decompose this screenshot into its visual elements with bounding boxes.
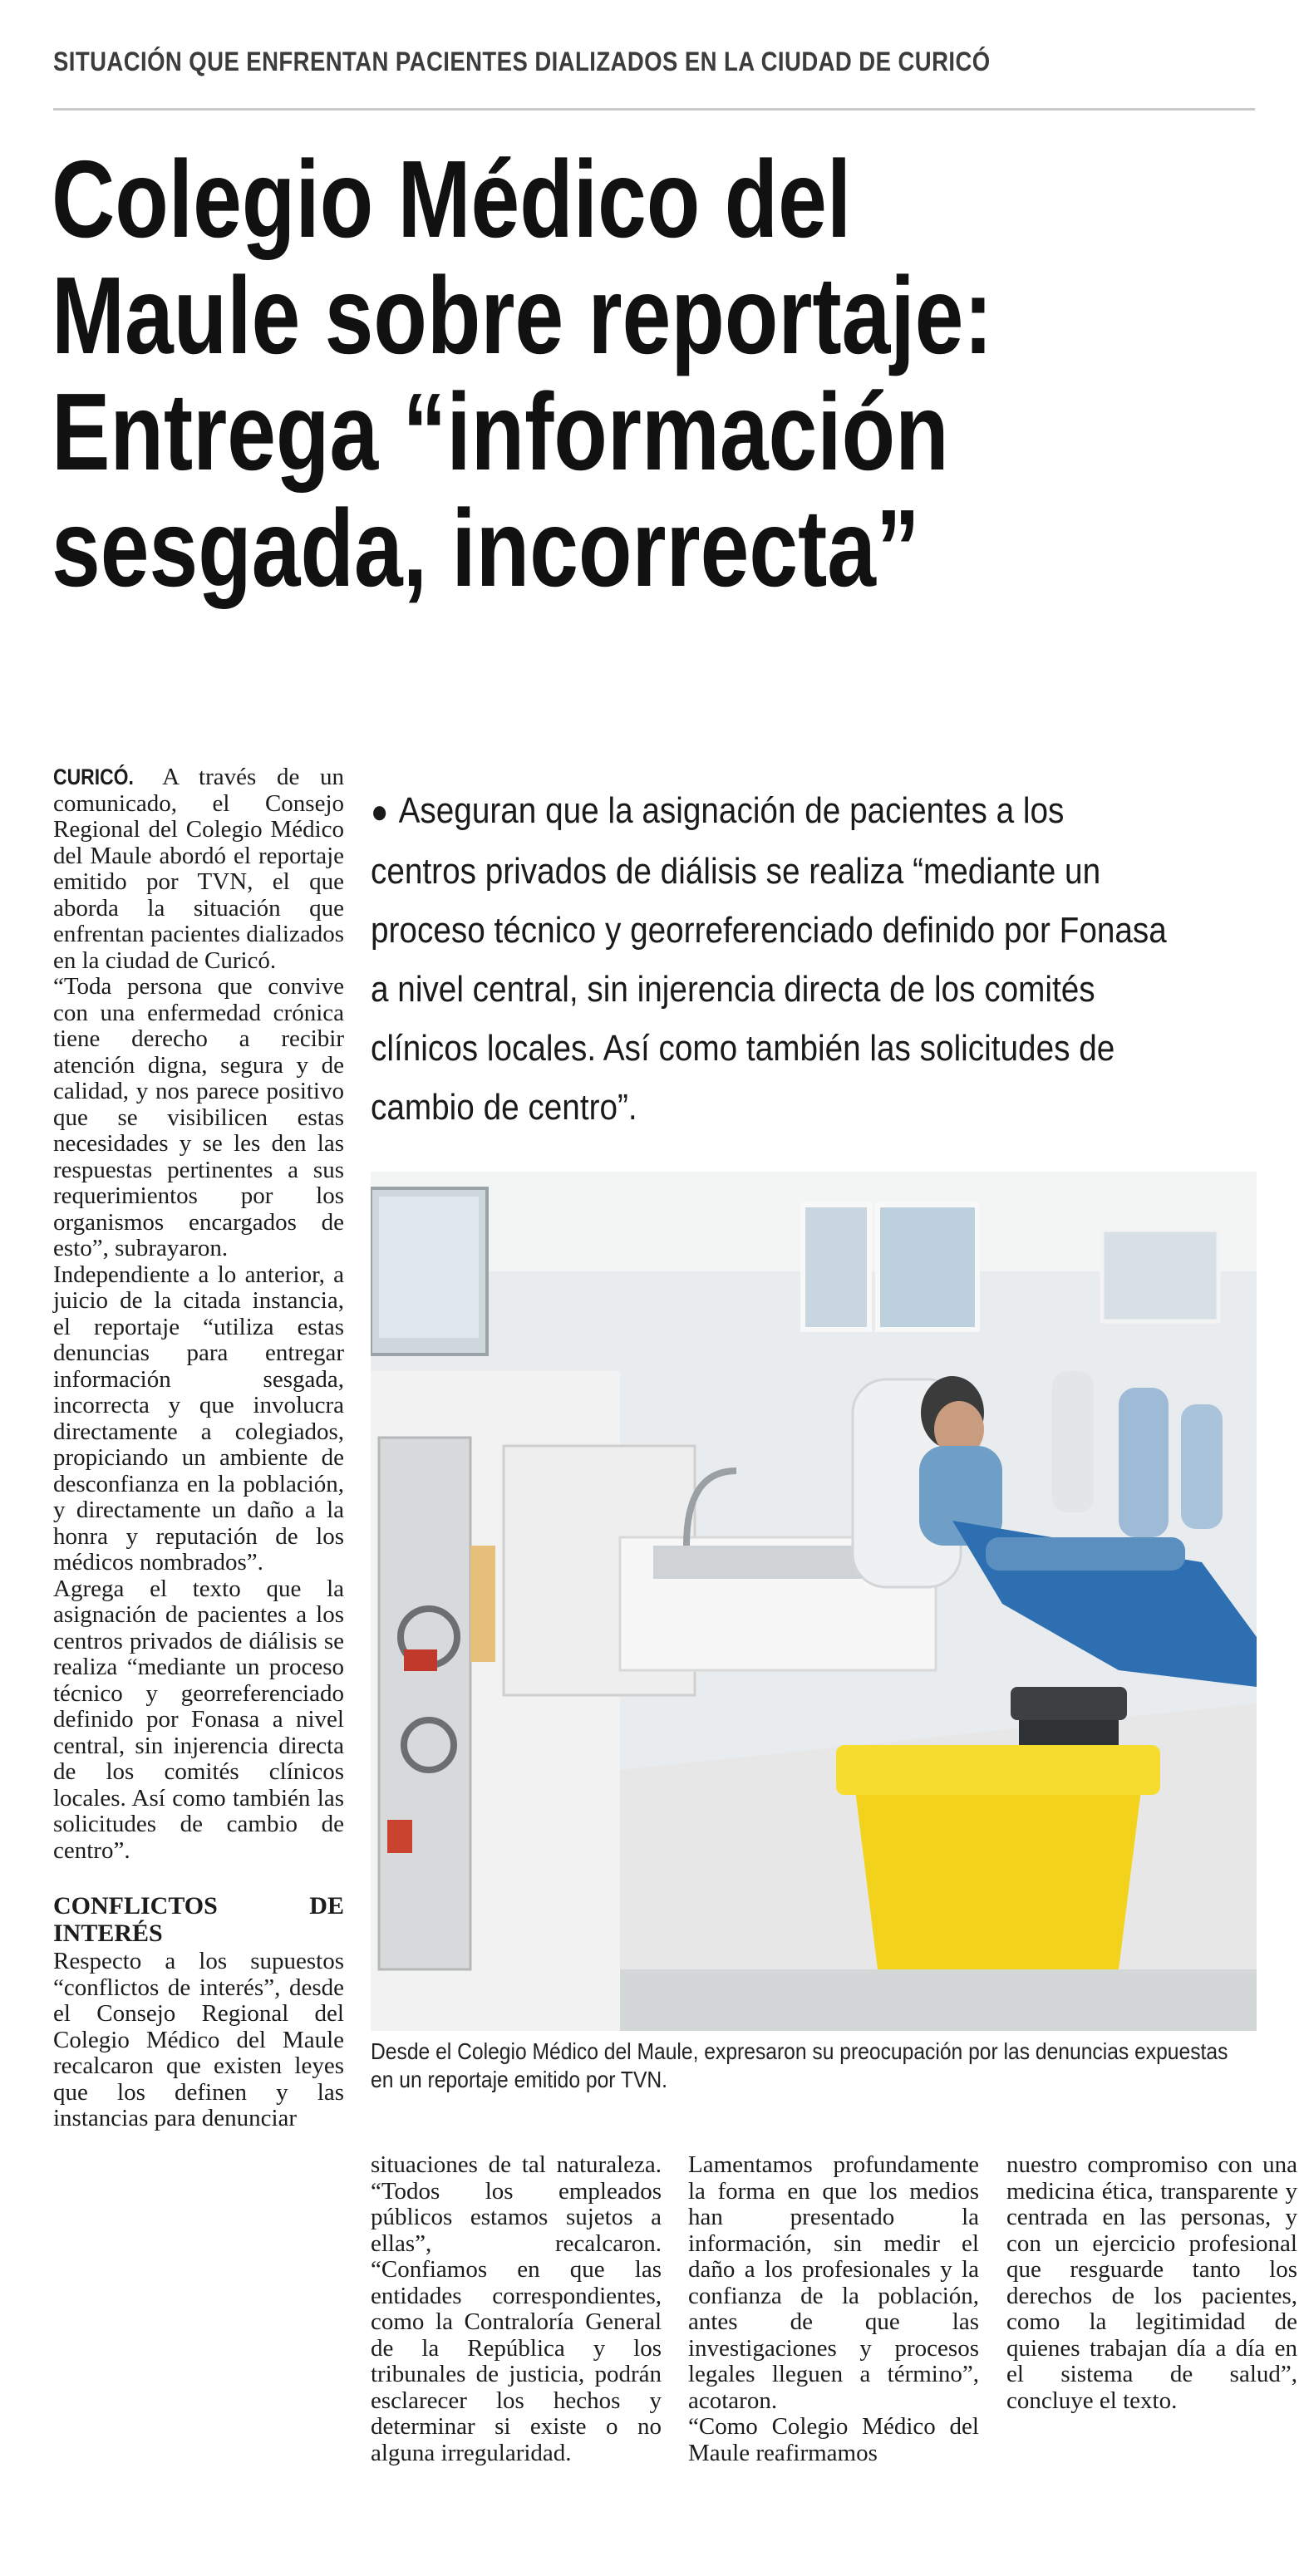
article-column-3	[688, 2152, 979, 2466]
bullet-icon: ●	[371, 794, 389, 830]
article-paragraph: Lamentamos profundamente la forma en que los medios han presentado la información, sin medir el daño a los profesionales y la confianza de la población, antes de que las investigaciones y procesos legales lleguen a término”, acotaron.	[688, 2151, 979, 2414]
headline-line-2: Maule sobre reportaje:	[52, 254, 993, 376]
headline	[52, 138, 1182, 609]
dateline: CURICÓ.	[53, 764, 134, 789]
dialysis-room-image	[371, 1172, 1257, 2031]
article-paragraph: “Toda persona que convive con una enfermedad crónica tiene derecho a recibir atención digna, segura y de calidad, y nos parece positivo que se visibilicen estas necesidades y se les den las respuestas pertinentes a sus requerimientos por los organismos encargados de esto”, subrayaron.	[53, 973, 344, 1261]
article-paragraph: Agrega el texto que la asignación de pacientes a los centros privados de diálisis se realiza “mediante un proceso técnico y georreferenciado definido por Fonasa a nivel central, sin injerencia directa de los comités clínicos locales. Así como también las solicitudes de cambio de centro”.	[53, 1575, 344, 1864]
article-photo	[371, 1172, 1257, 2031]
article-column-1	[53, 764, 344, 2132]
headline-line-1: Colegio Médico del	[52, 138, 852, 260]
summary-deck	[371, 781, 1175, 1137]
article-text: A través de un comunicado, el Consejo Regional del Colegio Médico del Maule abordó el reportaje emitido por TVN, el que aborda la situación que enfrentan pacientes dializados en la ciudad de Curicó.	[53, 764, 344, 974]
article-paragraph: nuestro compromiso con una medicina ética, transparente y centrada en las personas, y con un ejercicio profesional que resguarde tanto los derechos de los pacientes, como la legitimidad de quienes trabajan día a día en el sistema de salud”, concluye el texto.	[1006, 2151, 1297, 2414]
article-column-4	[1006, 2152, 1297, 2414]
kicker: SITUACIÓN QUE ENFRENTAN PACIENTES DIALIZADOS EN LA CIUDAD DE CURICÓ	[53, 47, 991, 76]
photo-caption: Desde el Colegio Médico del Maule, expresaron su preocupación por las denuncias expuestas en un reportaje emitido por TVN.	[371, 2038, 1228, 2092]
headline-line-4: sesgada, incorrecta”	[52, 487, 920, 609]
article-paragraph: Respecto a los supuestos “conflictos de interés”, desde el Consejo Regional del Colegio Médico del Maule recalcaron que existen leyes que los definen y las instancias para denunciar	[53, 1948, 344, 2131]
article-paragraph	[53, 764, 344, 974]
article-column-2	[371, 2152, 662, 2466]
summary-text: Aseguran que la asignación de pacientes a los centros privados de diálisis se realiza “mediante un proceso técnico y georreferenciado definido por Fonasa a nivel central, sin injerencia directa de los comités clínicos locales. Así como también las solicitudes de cambio de centro”.	[371, 790, 1167, 1128]
section-subhead: CONFLICTOS DE INTERÉS	[53, 1892, 344, 1947]
article-paragraph: situaciones de tal naturaleza. “Todos los empleados públicos estamos sujetos a ellas”, recalcaron. “Confiamos en que las entidades correspondientes, como la Contraloría General de la República y los tribunales de justicia, podrán esclarecer los hechos y determinar si existe o no alguna irregularidad.	[371, 2151, 662, 2466]
article-paragraph: “Como Colegio Médico del Maule reafirmamos	[688, 2413, 979, 2466]
article-paragraph: Independiente a lo anterior, a juicio de la citada instancia, el reportaje “utiliza estas denuncias para entregar información sesgada, incorrecta y que involucra directamente a colegiados, propiciando un ambiente de desconfianza en la población, y directamente un daño a la honra y reputación de los médicos nombrados”.	[53, 1261, 344, 1576]
headline-line-3: Entrega “información	[52, 371, 949, 493]
header-rule	[53, 108, 1255, 111]
